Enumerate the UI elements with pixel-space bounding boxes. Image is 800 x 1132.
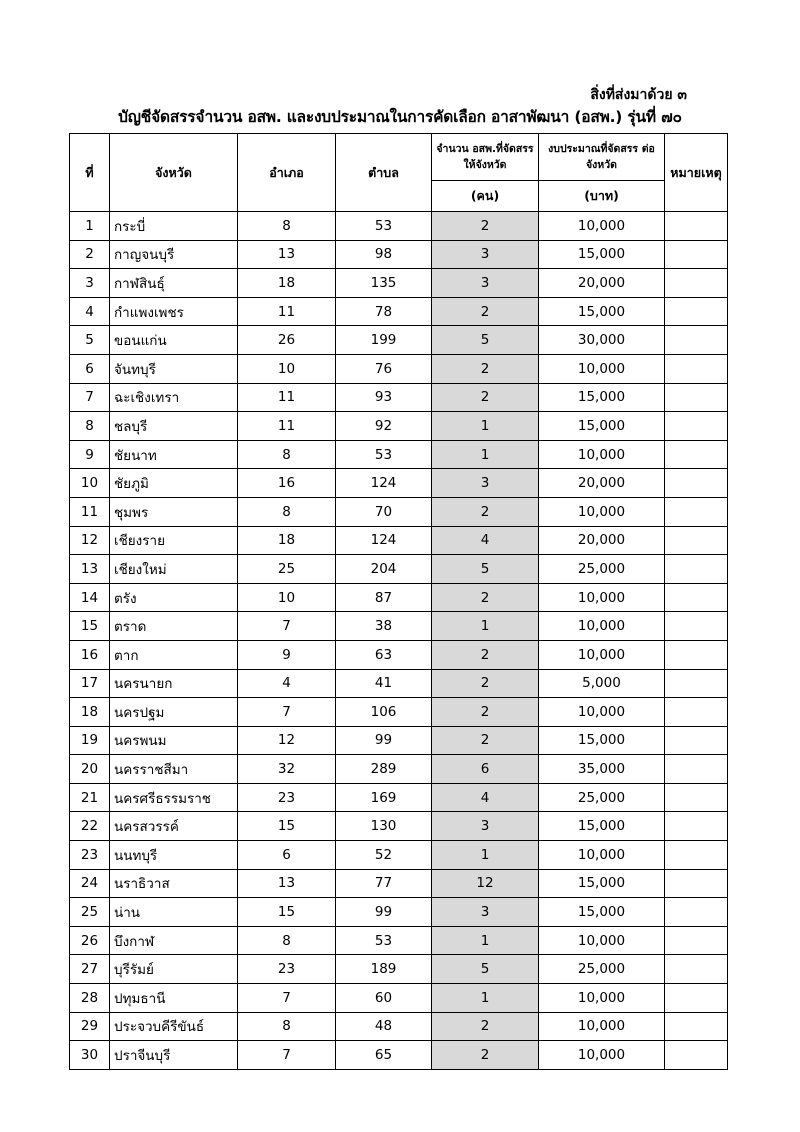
cell-allocated: 2 [432, 383, 539, 412]
cell-no: 17 [70, 669, 110, 698]
cell-province: ชัยนาท [110, 440, 238, 469]
cell-district: 11 [238, 383, 336, 412]
cell-district: 8 [238, 1012, 336, 1041]
table-row [70, 583, 728, 612]
cell-no: 12 [70, 526, 110, 555]
allocation-table [69, 133, 728, 1070]
cell-province: ตราด [110, 612, 238, 641]
cell-province: ชัยภูมิ [110, 469, 238, 498]
cell-district: 7 [238, 612, 336, 641]
cell-subdistrict: 38 [336, 612, 432, 641]
table-row [70, 440, 728, 469]
cell-budget: 10,000 [539, 497, 665, 526]
table-row [70, 640, 728, 669]
cell-province: ชลบุรี [110, 412, 238, 441]
cell-remark [665, 555, 728, 584]
cell-province: กำแพงเพชร [110, 297, 238, 326]
cell-remark [665, 812, 728, 841]
cell-budget: 15,000 [539, 383, 665, 412]
cell-subdistrict: 63 [336, 640, 432, 669]
cell-district: 9 [238, 640, 336, 669]
cell-subdistrict: 106 [336, 698, 432, 727]
table-row [70, 755, 728, 784]
cell-subdistrict: 78 [336, 297, 432, 326]
cell-remark [665, 841, 728, 870]
cell-no: 25 [70, 898, 110, 927]
cell-no: 24 [70, 869, 110, 898]
table-row [70, 841, 728, 870]
cell-allocated: 2 [432, 698, 539, 727]
cell-district: 12 [238, 726, 336, 755]
cell-subdistrict: 77 [336, 869, 432, 898]
cell-allocated: 1 [432, 841, 539, 870]
cell-district: 25 [238, 555, 336, 584]
cell-district: 15 [238, 898, 336, 927]
cell-allocated: 3 [432, 812, 539, 841]
cell-province: นราธิวาส [110, 869, 238, 898]
cell-remark [665, 640, 728, 669]
cell-no: 3 [70, 269, 110, 298]
cell-subdistrict: 41 [336, 669, 432, 698]
cell-allocated: 3 [432, 269, 539, 298]
cell-allocated: 1 [432, 926, 539, 955]
table-row [70, 612, 728, 641]
cell-remark [665, 869, 728, 898]
header-remark: หมายเหตุ [665, 134, 728, 212]
cell-remark [665, 669, 728, 698]
cell-allocated: 4 [432, 526, 539, 555]
cell-province: ประจวบคีรีขันธ์ [110, 1012, 238, 1041]
table-row [70, 212, 728, 241]
cell-remark [665, 783, 728, 812]
cell-budget: 25,000 [539, 555, 665, 584]
header-district: อำเภอ [238, 134, 336, 212]
table-row [70, 383, 728, 412]
cell-no: 14 [70, 583, 110, 612]
cell-allocated: 2 [432, 212, 539, 241]
cell-budget: 10,000 [539, 612, 665, 641]
cell-no: 1 [70, 212, 110, 241]
table-row [70, 555, 728, 584]
cell-remark [665, 984, 728, 1013]
cell-budget: 10,000 [539, 354, 665, 383]
cell-no: 10 [70, 469, 110, 498]
table-row [70, 326, 728, 355]
header-budget-unit: (บาท) [539, 181, 665, 212]
table-row [70, 669, 728, 698]
cell-province: กระบี่ [110, 212, 238, 241]
cell-no: 20 [70, 755, 110, 784]
cell-remark [665, 955, 728, 984]
cell-district: 11 [238, 412, 336, 441]
cell-province: นครปฐม [110, 698, 238, 727]
cell-subdistrict: 204 [336, 555, 432, 584]
cell-district: 26 [238, 326, 336, 355]
cell-budget: 10,000 [539, 640, 665, 669]
cell-budget: 25,000 [539, 955, 665, 984]
cell-province: ปราจีนบุรี [110, 1041, 238, 1070]
cell-allocated: 6 [432, 755, 539, 784]
cell-subdistrict: 124 [336, 469, 432, 498]
cell-province: บุรีรัมย์ [110, 955, 238, 984]
cell-allocated: 5 [432, 326, 539, 355]
cell-district: 6 [238, 841, 336, 870]
cell-allocated: 1 [432, 612, 539, 641]
cell-no: 18 [70, 698, 110, 727]
cell-district: 7 [238, 984, 336, 1013]
cell-no: 27 [70, 955, 110, 984]
cell-district: 8 [238, 926, 336, 955]
cell-province: จันทบุรี [110, 354, 238, 383]
cell-no: 19 [70, 726, 110, 755]
cell-remark [665, 1012, 728, 1041]
cell-district: 11 [238, 297, 336, 326]
cell-subdistrict: 169 [336, 783, 432, 812]
cell-subdistrict: 70 [336, 497, 432, 526]
cell-no: 30 [70, 1041, 110, 1070]
table-row [70, 926, 728, 955]
cell-budget: 10,000 [539, 698, 665, 727]
cell-remark [665, 497, 728, 526]
header-allocated: จำนวน อสพ.ที่จัดสรร ให้จังหวัด [432, 134, 539, 181]
cell-no: 8 [70, 412, 110, 441]
cell-subdistrict: 99 [336, 898, 432, 927]
cell-remark [665, 726, 728, 755]
cell-remark [665, 698, 728, 727]
cell-district: 8 [238, 497, 336, 526]
cell-allocated: 1 [432, 440, 539, 469]
cell-remark [665, 326, 728, 355]
cell-budget: 25,000 [539, 783, 665, 812]
cell-remark [665, 354, 728, 383]
cell-budget: 20,000 [539, 469, 665, 498]
cell-subdistrict: 98 [336, 240, 432, 269]
cell-district: 15 [238, 812, 336, 841]
cell-province: น่าน [110, 898, 238, 927]
cell-budget: 15,000 [539, 412, 665, 441]
header-allocated-unit: (คน) [432, 181, 539, 212]
cell-subdistrict: 99 [336, 726, 432, 755]
cell-no: 5 [70, 326, 110, 355]
cell-province: กาฬสินธุ์ [110, 269, 238, 298]
cell-no: 11 [70, 497, 110, 526]
cell-no: 28 [70, 984, 110, 1013]
cell-budget: 15,000 [539, 812, 665, 841]
cell-remark [665, 526, 728, 555]
cell-province: ขอนแก่น [110, 326, 238, 355]
cell-allocated: 2 [432, 497, 539, 526]
cell-subdistrict: 76 [336, 354, 432, 383]
cell-budget: 10,000 [539, 841, 665, 870]
cell-province: บึงกาฬ [110, 926, 238, 955]
cell-remark [665, 383, 728, 412]
table-row [70, 1041, 728, 1070]
table-row [70, 526, 728, 555]
cell-no: 21 [70, 783, 110, 812]
cell-allocated: 2 [432, 726, 539, 755]
cell-allocated: 4 [432, 783, 539, 812]
cell-allocated: 3 [432, 898, 539, 927]
cell-province: เชียงใหม่ [110, 555, 238, 584]
table-row [70, 497, 728, 526]
cell-no: 6 [70, 354, 110, 383]
cell-allocated: 3 [432, 240, 539, 269]
cell-district: 13 [238, 869, 336, 898]
cell-district: 10 [238, 583, 336, 612]
cell-district: 8 [238, 440, 336, 469]
cell-budget: 20,000 [539, 269, 665, 298]
cell-remark [665, 755, 728, 784]
cell-no: 7 [70, 383, 110, 412]
table-row [70, 869, 728, 898]
cell-allocated: 1 [432, 984, 539, 1013]
cell-remark [665, 926, 728, 955]
table-row [70, 726, 728, 755]
cell-province: กาญจนบุรี [110, 240, 238, 269]
cell-district: 23 [238, 783, 336, 812]
cell-remark [665, 898, 728, 927]
cell-allocated: 2 [432, 583, 539, 612]
cell-district: 18 [238, 269, 336, 298]
table-row [70, 469, 728, 498]
cell-district: 7 [238, 1041, 336, 1070]
cell-subdistrict: 87 [336, 583, 432, 612]
cell-district: 4 [238, 669, 336, 698]
cell-remark [665, 440, 728, 469]
cell-subdistrict: 53 [336, 440, 432, 469]
cell-budget: 15,000 [539, 869, 665, 898]
cell-budget: 15,000 [539, 726, 665, 755]
header-subdistrict: ตำบล [336, 134, 432, 212]
cell-budget: 15,000 [539, 297, 665, 326]
cell-subdistrict: 48 [336, 1012, 432, 1041]
cell-subdistrict: 60 [336, 984, 432, 1013]
table-row [70, 269, 728, 298]
table-row [70, 898, 728, 927]
cell-no: 2 [70, 240, 110, 269]
cell-budget: 20,000 [539, 526, 665, 555]
cell-subdistrict: 93 [336, 383, 432, 412]
cell-remark [665, 240, 728, 269]
attachment-label: สิ่งที่ส่งมาด้วย ๓ [590, 87, 687, 103]
table-row [70, 1012, 728, 1041]
cell-province: ปทุมธานี [110, 984, 238, 1013]
cell-budget: 10,000 [539, 583, 665, 612]
cell-no: 29 [70, 1012, 110, 1041]
cell-subdistrict: 92 [336, 412, 432, 441]
cell-province: ฉะเชิงเทรา [110, 383, 238, 412]
table-row [70, 955, 728, 984]
cell-budget: 10,000 [539, 440, 665, 469]
cell-remark [665, 1041, 728, 1070]
cell-district: 8 [238, 212, 336, 241]
cell-no: 26 [70, 926, 110, 955]
cell-budget: 10,000 [539, 926, 665, 955]
cell-remark [665, 612, 728, 641]
cell-remark [665, 297, 728, 326]
cell-allocated: 2 [432, 1041, 539, 1070]
cell-province: นนทบุรี [110, 841, 238, 870]
cell-subdistrict: 199 [336, 326, 432, 355]
cell-province: นครราชสีมา [110, 755, 238, 784]
cell-province: ตาก [110, 640, 238, 669]
cell-budget: 30,000 [539, 326, 665, 355]
cell-province: ชุมพร [110, 497, 238, 526]
cell-subdistrict: 53 [336, 212, 432, 241]
document-title: บัญชีจัดสรรจำนวน อสพ. และงบประมาณในการคัดเลือก อาสาพัฒนา (อสพ.) รุ่นที่ ๗๐ [118, 108, 682, 126]
cell-no: 15 [70, 612, 110, 641]
cell-province: นครพนม [110, 726, 238, 755]
cell-province: นครสวรรค์ [110, 812, 238, 841]
table-row [70, 698, 728, 727]
table-row [70, 984, 728, 1013]
cell-allocated: 2 [432, 354, 539, 383]
cell-allocated: 3 [432, 469, 539, 498]
cell-budget: 10,000 [539, 984, 665, 1013]
cell-remark [665, 269, 728, 298]
cell-budget: 35,000 [539, 755, 665, 784]
table-row [70, 812, 728, 841]
cell-subdistrict: 135 [336, 269, 432, 298]
cell-no: 22 [70, 812, 110, 841]
cell-no: 4 [70, 297, 110, 326]
header-no: ที่ [70, 134, 110, 212]
cell-budget: 10,000 [539, 1041, 665, 1070]
cell-subdistrict: 130 [336, 812, 432, 841]
cell-no: 16 [70, 640, 110, 669]
cell-allocated: 1 [432, 412, 539, 441]
cell-subdistrict: 52 [336, 841, 432, 870]
cell-no: 13 [70, 555, 110, 584]
header-budget: งบประมาณที่จัดสรร ต่อจังหวัด [539, 134, 665, 181]
cell-district: 32 [238, 755, 336, 784]
cell-remark [665, 469, 728, 498]
cell-district: 23 [238, 955, 336, 984]
cell-district: 10 [238, 354, 336, 383]
cell-budget: 15,000 [539, 240, 665, 269]
cell-remark [665, 583, 728, 612]
table-row [70, 297, 728, 326]
table-row [70, 783, 728, 812]
cell-allocated: 12 [432, 869, 539, 898]
cell-province: นครนายก [110, 669, 238, 698]
cell-allocated: 5 [432, 955, 539, 984]
cell-district: 7 [238, 698, 336, 727]
cell-district: 16 [238, 469, 336, 498]
cell-budget: 5,000 [539, 669, 665, 698]
cell-subdistrict: 289 [336, 755, 432, 784]
table-row [70, 412, 728, 441]
cell-remark [665, 212, 728, 241]
cell-budget: 15,000 [539, 898, 665, 927]
cell-district: 13 [238, 240, 336, 269]
cell-allocated: 2 [432, 1012, 539, 1041]
table-row [70, 354, 728, 383]
cell-province: เชียงราย [110, 526, 238, 555]
cell-subdistrict: 124 [336, 526, 432, 555]
cell-budget: 10,000 [539, 1012, 665, 1041]
cell-subdistrict: 53 [336, 926, 432, 955]
cell-allocated: 2 [432, 669, 539, 698]
cell-subdistrict: 65 [336, 1041, 432, 1070]
cell-province: ตรัง [110, 583, 238, 612]
table-row [70, 240, 728, 269]
cell-no: 23 [70, 841, 110, 870]
cell-allocated: 2 [432, 640, 539, 669]
cell-subdistrict: 189 [336, 955, 432, 984]
cell-budget: 10,000 [539, 212, 665, 241]
cell-district: 18 [238, 526, 336, 555]
cell-allocated: 5 [432, 555, 539, 584]
header-province: จังหวัด [110, 134, 238, 212]
cell-remark [665, 412, 728, 441]
cell-province: นครศรีธรรมราช [110, 783, 238, 812]
cell-no: 9 [70, 440, 110, 469]
cell-allocated: 2 [432, 297, 539, 326]
